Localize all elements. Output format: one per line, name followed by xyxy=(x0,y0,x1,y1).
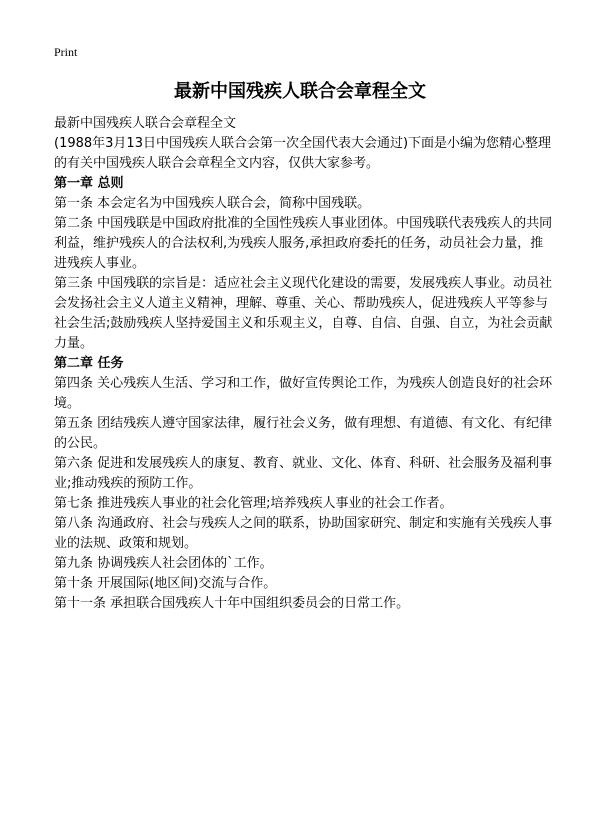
article-10: 第十条 开展国际(地区间)交流与合作。 xyxy=(54,576,277,591)
article-6: 第六条 促进和发展残疾人的康复、教育、就业、文化、体育、科研、社会服务及福利事业;推动残疾的预防工作。 xyxy=(54,456,553,491)
document-title: 最新中国残疾人联合会章程全文 xyxy=(174,81,426,102)
article-8: 第八条 沟通政府、社会与残疾人之间的联系，协助国家研究、制定和实施有关残疾人事业的法规、政策和规划。 xyxy=(54,516,553,551)
chapter-1-heading: 第一章 总则 xyxy=(54,176,124,191)
document-body xyxy=(54,114,554,614)
print-label[interactable]: Print xyxy=(54,45,78,59)
document-intro: (1988年3月13日中国残疾人联合会第一次全国代表大会通过)下面是小编为您精心整理的有关中国残疾人联合会章程全文内容，仅供大家参考。 xyxy=(54,136,552,171)
chapter-2-heading: 第二章 任务 xyxy=(54,356,124,371)
article-11: 第十一条 承担联合国残疾人十年中国组织委员会的日常工作。 xyxy=(54,596,410,611)
document-subtitle: 最新中国残疾人联合会章程全文 xyxy=(54,116,237,131)
article-1: 第一条 本会定名为中国残疾人联合会，简称中国残联。 xyxy=(54,196,371,211)
article-7: 第七条 推进残疾人事业的社会化管理;培养残疾人事业的社会工作者。 xyxy=(54,496,453,511)
article-9: 第九条 协调残疾人社会团体的`工作。 xyxy=(54,556,273,571)
article-2: 第二条 中国残联是中国政府批准的全国性残疾人事业团体。中国残联代表残疾人的共同利益，维护残疾人的合法权利,为残疾人服务,承担政府委托的任务，动员社会力量，推进残疾人事业。 xyxy=(54,216,553,271)
article-4: 第四条 关心残疾人生活、学习和工作，做好宣传舆论工作，为残疾人创造良好的社会环境。 xyxy=(54,376,553,411)
article-3: 第三条 中国残联的宗旨是：适应社会主义现代化建设的需要，发展残疾人事业。动员社会发扬社会主义人道主义精神，理解、尊重、关心、帮助残疾人，促进残疾人平等参与社会生活;鼓励残疾人坚持爱国主义和乐观主义，自尊、自信、自强、自立，为社会贡献力量。 xyxy=(54,276,553,351)
article-5: 第五条 团结残疾人遵守国家法律，履行社会义务，做有理想、有道德、有文化、有纪律的公民。 xyxy=(54,416,553,451)
